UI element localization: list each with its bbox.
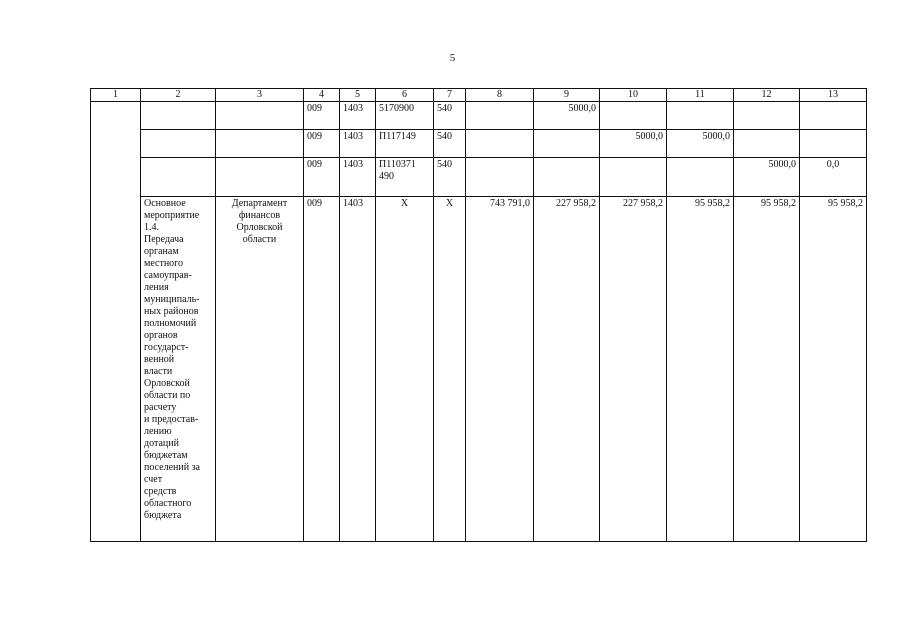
cell-executor	[216, 130, 304, 158]
header-cell: 11	[667, 89, 734, 102]
cell-section: 1403	[340, 197, 376, 542]
cell-year-4	[734, 102, 800, 130]
cell-year-5: 0,0	[800, 158, 867, 197]
cell-year-1: 5000,0	[534, 102, 600, 130]
cell-year-3	[667, 158, 734, 197]
cell-grbs: 009	[304, 102, 340, 130]
cell-measure: Основное мероприятие 1.4. Передача органам местного самоуправ- ления муниципаль- ных районов полномочий органов государст- венной власти Орловской области по расчету и предостав- лению дотаций бюджетам поселений за счет средств областного бюджета	[141, 197, 216, 542]
cell-total	[466, 158, 534, 197]
cell-year-5: 95 958,2	[800, 197, 867, 542]
cell-total	[466, 130, 534, 158]
cell-section: 1403	[340, 158, 376, 197]
header-cell: 5	[340, 89, 376, 102]
header-cell: 6	[376, 89, 434, 102]
cell-expense-type: Х	[434, 197, 466, 542]
cell-year-1: 227 958,2	[534, 197, 600, 542]
cell-year-3: 95 958,2	[667, 197, 734, 542]
cell-grbs: 009	[304, 158, 340, 197]
cell-section: 1403	[340, 102, 376, 130]
cell-total: 743 791,0	[466, 197, 534, 542]
cell-grbs: 009	[304, 130, 340, 158]
cell-year-3	[667, 102, 734, 130]
cell-expense-type: 540	[434, 158, 466, 197]
header-cell: 10	[600, 89, 667, 102]
cell-executor	[216, 158, 304, 197]
cell-year-2: 227 958,2	[600, 197, 667, 542]
cell-year-1	[534, 158, 600, 197]
table-row	[91, 158, 867, 197]
cell-year-4: 95 958,2	[734, 197, 800, 542]
cell-measure	[141, 102, 216, 130]
header-cell: 4	[304, 89, 340, 102]
table-row	[91, 102, 867, 130]
cell-executor: Департамент финансов Орловской области	[216, 197, 304, 542]
cell-year-3: 5000,0	[667, 130, 734, 158]
cell-target-code: П110371 490	[376, 158, 434, 197]
cell-year-2	[600, 102, 667, 130]
cell-executor	[216, 102, 304, 130]
cell-target-code: Х	[376, 197, 434, 542]
header-cell: 2	[141, 89, 216, 102]
cell-year-2	[600, 158, 667, 197]
cell-year-5	[800, 130, 867, 158]
header-cell: 3	[216, 89, 304, 102]
table-row	[91, 197, 867, 542]
cell-year-4	[734, 130, 800, 158]
cell-year-2: 5000,0	[600, 130, 667, 158]
header-cell: 13	[800, 89, 867, 102]
cell-year-5	[800, 102, 867, 130]
budget-table	[90, 88, 867, 542]
header-cell: 12	[734, 89, 800, 102]
cell-measure	[141, 130, 216, 158]
cell-year-4: 5000,0	[734, 158, 800, 197]
header-cell: 8	[466, 89, 534, 102]
cell-section: 1403	[340, 130, 376, 158]
cell-grbs: 009	[304, 197, 340, 542]
cell-measure	[141, 158, 216, 197]
header-cell: 7	[434, 89, 466, 102]
cell-target-code: П117149	[376, 130, 434, 158]
cell-expense-type: 540	[434, 130, 466, 158]
cell-target-code: 5170900	[376, 102, 434, 130]
table-row	[91, 130, 867, 158]
merged-cell-col1	[91, 102, 141, 542]
column-number-row	[91, 89, 867, 102]
cell-expense-type: 540	[434, 102, 466, 130]
header-cell: 9	[534, 89, 600, 102]
cell-year-1	[534, 130, 600, 158]
page-number: 5	[449, 52, 456, 64]
cell-total	[466, 102, 534, 130]
header-cell: 1	[91, 89, 141, 102]
